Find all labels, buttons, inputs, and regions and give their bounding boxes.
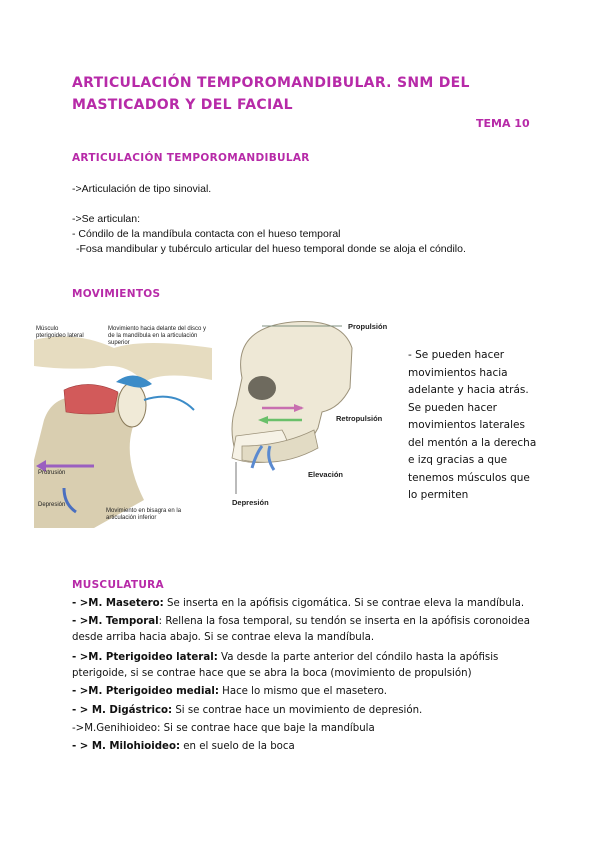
muscle-item	[72, 614, 542, 646]
muscle-desc: Si se contrae hace un movimiento de depresión.	[172, 705, 423, 716]
muscle-name: - >M. Pterigoideo medial:	[72, 686, 219, 697]
figure-skull-diagram	[222, 318, 394, 510]
muscle-name: - > M. Milohioideo:	[72, 741, 181, 752]
figure-joint-diagram	[34, 320, 212, 528]
muscle-item	[72, 684, 542, 700]
label-mov-bisagra: Movimiento en bisagra en la articulación inferior	[106, 508, 182, 521]
tema-label: TEMA 10	[476, 117, 530, 130]
text-line: - Cóndilo de la mandíbula contacta con el hueso temporal	[72, 228, 341, 240]
condyle-shape	[118, 383, 146, 427]
label-mov-disco: Movimiento hacia delante del disco y de la mandíbula en la articulación superior	[108, 326, 207, 346]
label-depresion-2: Depresión	[232, 498, 269, 507]
section-heading-movimientos: MOVIMIENTOS	[72, 288, 161, 300]
muscle-desc: Se inserta en la apófisis cigomática. Si se contrae eleva la mandíbula.	[163, 598, 525, 609]
label-protrusion: Protrusión	[38, 470, 66, 476]
muscle-name: - >M. Masetero:	[72, 598, 164, 609]
muscle-item	[72, 703, 542, 719]
page-title: ARTICULACIÓN TEMPOROMANDIBULAR. SNM DEL MASTICADOR Y DEL FACIAL	[72, 75, 470, 113]
muscle-item	[72, 721, 542, 737]
muscle-item	[72, 596, 542, 612]
pterygoid-muscle	[64, 384, 118, 414]
muscle-name: - >M. Temporal	[72, 616, 159, 627]
orbit-shape	[248, 376, 276, 400]
muscle-desc: Hace lo mismo que el masetero.	[218, 686, 387, 697]
muscle-item	[72, 650, 542, 682]
text-line: -Fosa mandibular y tubérculo articular del hueso temporal donde se aloja el cóndilo.	[76, 243, 466, 255]
movements-description: - Se pueden hacer movimientos hacia adelante y hacia atrás. Se pueden hacer movimientos laterales del mentón a la derecha e izq gracias a que tenemos músculos que lo permiten	[408, 349, 537, 501]
muscle-desc: ->M.Genihioideo: Si se contrae hace que baje la mandíbula	[72, 723, 375, 734]
text-line: ->Articulación de tipo sinovial.	[72, 183, 212, 195]
label-retropulsion: Retropulsión	[336, 414, 383, 423]
muscle-desc: en el suelo de la boca	[180, 741, 295, 752]
label-elevacion: Elevación	[308, 470, 344, 479]
muscle-desc: Va desde la parte anterior del cóndilo hasta la apófisis pterigoide, si se contrae hace que se abra la boca (movimiento de propulsión)	[72, 652, 499, 679]
label-pterigoideo: Músculo pterigoideo lateral	[36, 326, 84, 339]
muscle-name: - >M. Pterigoideo lateral:	[72, 652, 218, 663]
label-propulsion: Propulsión	[348, 322, 388, 331]
section-heading-atm: ARTICULACIÓN TEMPOROMANDIBULAR	[72, 152, 310, 164]
section-heading-musculatura: MUSCULATURA	[72, 579, 164, 591]
joint-illustration	[34, 320, 212, 528]
muscle-desc: : Rellena la fosa temporal, su tendón se inserta en la apófisis coronoidea desde arriba hacia abajo. Si se contrae eleva la mandíbula.	[72, 616, 530, 643]
muscle-item	[72, 739, 542, 755]
text-line: ->Se articulan:	[72, 213, 140, 225]
label-depresion: Depresión	[38, 502, 66, 508]
muscle-name: - > M. Digástrico:	[72, 705, 173, 716]
